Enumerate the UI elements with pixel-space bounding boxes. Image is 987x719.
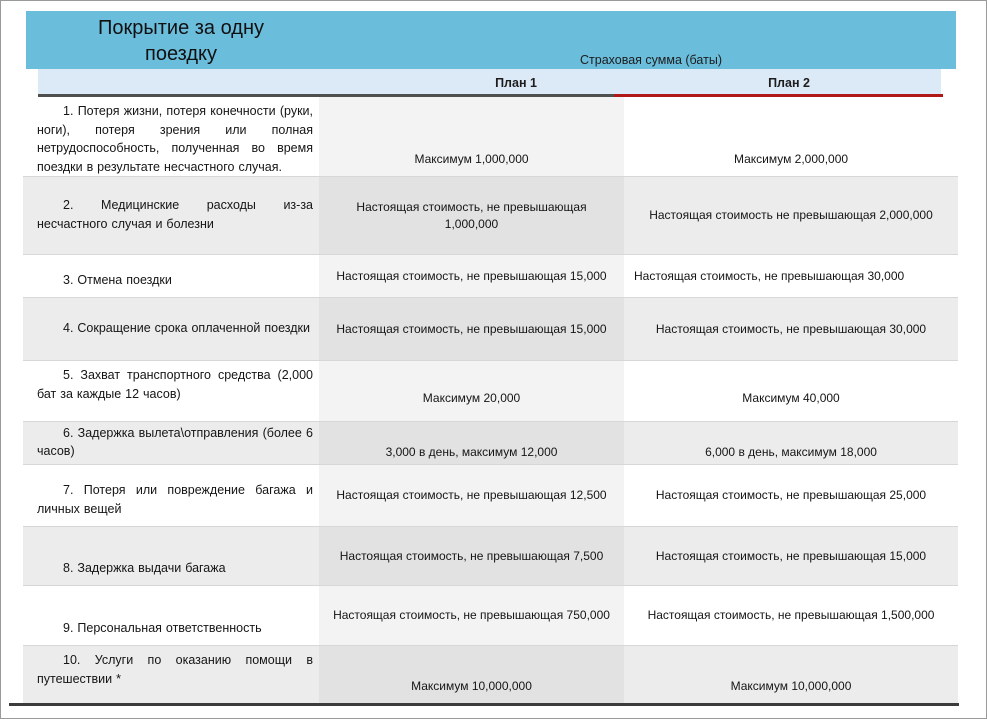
plan2-value: Максимум 10,000,000 xyxy=(730,679,852,693)
plan2-value: Настоящая стоимость, не превышающая 30,000 xyxy=(634,268,905,283)
page-title xyxy=(31,15,331,67)
page-title-text: Покрытие за одну поездку xyxy=(97,17,264,65)
plan2-value: Настоящая стоимость не превышающая 2,000,000 xyxy=(649,208,933,222)
table-row xyxy=(23,527,958,586)
plan2-value: Настоящая стоимость, не превышающая 25,000 xyxy=(655,488,927,502)
plan1-value: Настоящая стоимость, не превышающая 15,000 xyxy=(336,321,607,336)
coverage-label: 6. Задержка вылета\отправления (более 6 часов) xyxy=(37,425,313,458)
plan1-value: Настоящая стоимость, не превышающая 15,000 xyxy=(336,268,607,283)
header-band xyxy=(26,11,956,69)
coverage-label-cell xyxy=(23,586,319,645)
plan2-value-cell xyxy=(624,646,958,703)
table-row xyxy=(23,361,958,422)
table-row xyxy=(23,422,958,465)
plan2-value: Настоящая стоимость, не превышающая 1,500,000 xyxy=(647,608,935,622)
coverage-label: 7. Потеря или повреждение багажа и личных вещей xyxy=(37,483,313,516)
plan2-value: 6,000 в день, максимум 18,000 xyxy=(705,445,877,459)
plan2-column-header: План 2 xyxy=(768,76,810,90)
plan1-value-cell xyxy=(319,298,624,360)
plan2-value-cell xyxy=(624,177,958,254)
table-row xyxy=(23,298,958,361)
plan1-value-cell xyxy=(319,422,624,464)
plan2-value-cell xyxy=(624,298,958,360)
coverage-label-cell xyxy=(23,177,319,254)
coverage-label: 5. Захват транспортного средства (2,000 бат за каждые 12 часов) xyxy=(37,368,313,401)
coverage-label: 10. Услуги по оказанию помощи в путешествии * xyxy=(37,653,313,686)
plan1-value-cell xyxy=(319,586,624,645)
table-row xyxy=(23,465,958,527)
coverage-label-cell xyxy=(23,97,319,176)
plan1-value-cell xyxy=(319,97,624,176)
plan2-value-cell xyxy=(624,422,958,464)
coverage-label: 3. Отмена поездки xyxy=(63,272,172,287)
coverage-label-cell xyxy=(23,298,319,360)
plan1-value-cell xyxy=(319,177,624,254)
plan2-value-cell xyxy=(624,255,958,297)
plan2-value: Настоящая стоимость, не превышающая 30,000 xyxy=(655,321,927,336)
plan2-value: Настоящая стоимость, не превышающая 15,000 xyxy=(655,548,927,563)
coverage-label: 2. Медицинские расходы из-за несчастного случая и болезни xyxy=(37,198,313,231)
plan2-value-cell xyxy=(624,586,958,645)
plan1-value: Максимум 1,000,000 xyxy=(414,152,529,166)
coverage-label: 9. Персональная ответственность xyxy=(63,620,262,635)
plan2-value: Максимум 2,000,000 xyxy=(733,152,849,166)
table-row xyxy=(23,255,958,298)
plan1-value: Настоящая стоимость, не превышающая 1,000,000 xyxy=(356,199,587,231)
table-row xyxy=(23,586,958,646)
coverage-label-cell xyxy=(23,255,319,297)
plan1-value: Максимум 20,000 xyxy=(422,391,521,405)
plan1-column-header: План 1 xyxy=(495,76,537,90)
plan1-value-cell xyxy=(319,361,624,421)
plan1-value: Максимум 10,000,000 xyxy=(411,679,532,693)
plan1-value: Настоящая стоимость, не превышающая 12,500 xyxy=(336,488,607,502)
coverage-label-cell xyxy=(23,361,319,421)
plans-header-strip xyxy=(38,69,941,94)
table-bottom-rule xyxy=(9,703,959,706)
plan2-value-cell xyxy=(624,465,958,526)
table-row xyxy=(23,97,958,177)
coverage-label: 8. Задержка выдачи багажа xyxy=(63,560,226,575)
coverage-label-cell xyxy=(23,422,319,464)
coverage-label-cell xyxy=(23,465,319,526)
plan2-value-cell xyxy=(624,361,958,421)
coverage-table xyxy=(23,97,958,704)
plan2-value-cell xyxy=(624,527,958,585)
plan1-value-cell xyxy=(319,255,624,297)
plan1-value-cell xyxy=(319,646,624,703)
insured-sum-header: Страховая сумма (баты) xyxy=(580,53,722,67)
coverage-label: 1. Потеря жизни, потеря конечности (руки, ноги), потеря зрения или полная нетрудоспособность, полученная во время поездки в результате несчастного случая. xyxy=(37,104,313,174)
plan1-value-cell xyxy=(319,465,624,526)
plan2-value: Максимум 40,000 xyxy=(742,391,840,405)
plan2-value-cell xyxy=(624,97,958,176)
table-row xyxy=(23,646,958,704)
coverage-label: 4. Сокращение срока оплаченной поездки xyxy=(63,320,310,335)
coverage-label-cell xyxy=(23,527,319,585)
plan1-value-cell xyxy=(319,527,624,585)
table-row xyxy=(23,177,958,255)
coverage-label-cell xyxy=(23,646,319,703)
plan1-value: Настоящая стоимость, не превышающая 7,500 xyxy=(339,548,604,563)
plan1-value: 3,000 в день, максимум 12,000 xyxy=(385,445,558,459)
plan1-value: Настоящая стоимость, не превышающая 750,000 xyxy=(333,608,610,622)
